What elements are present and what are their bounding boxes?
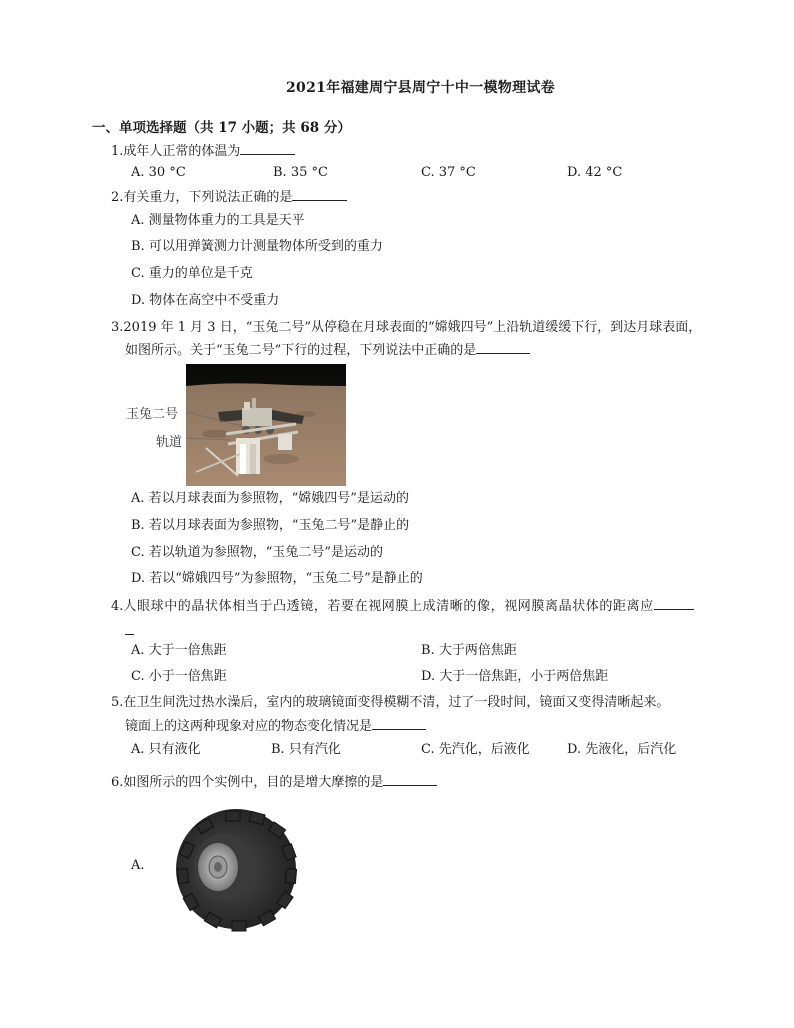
rover-figure (186, 364, 346, 486)
question-2 (111, 188, 347, 208)
question-number: 1. (111, 144, 124, 159)
question-stem: 如图所示的四个实例中，目的是增大摩擦的是 (123, 775, 384, 790)
section-heading: 一、单项选择题（共 17 小题；共 68 分） (92, 120, 351, 136)
question-stem-line1: 2019 年 1 月 3 日，“玉兔二号”从停稳在月球表面的“嫦娥四号”上沿轨道缓缓下行，到达月球表面， (123, 320, 702, 335)
option-b: B. 若以月球表面为参照物，“玉兔二号”是静止的 (131, 518, 410, 533)
option-a: A. 30 °C (131, 165, 186, 180)
tire-image (162, 805, 302, 933)
question-stem: 人眼球中的晶状体相当于凸透镜，若要在视网膜上成清晰的像，视网膜离晶状体的距离应 (123, 599, 654, 614)
option-a: A. 若以月球表面为参照物，“嫦娥四号”是运动的 (131, 491, 409, 506)
tire-figure (162, 805, 302, 933)
question-number: 3. (111, 320, 124, 335)
question-stem-line2: 镜面上的这两种现象对应的物态变化情况是 (125, 719, 373, 734)
question-stem: 有关重力，下列说法正确的是 (123, 190, 293, 205)
option-c: C. 若以轨道为参照物，“玉兔二号”是运动的 (131, 545, 384, 560)
question-3 (111, 318, 701, 338)
answer-blank (240, 142, 295, 155)
option-d: D. 先液化，后汽化 (567, 742, 677, 757)
question-stem: 成年人正常的体温为 (123, 144, 241, 159)
question-1 (111, 142, 295, 162)
option-d: D. 大于一倍焦距，小于两倍焦距 (421, 669, 609, 684)
question-6 (111, 773, 437, 793)
question-stem-line2: 如图所示。关于“玉兔二号”下行的过程，下列说法中正确的是 (125, 343, 477, 358)
question-number: 6. (111, 775, 124, 790)
question-4 (111, 597, 694, 617)
answer-blank (372, 717, 426, 730)
question-stem-line1: 在卫生间洗过热水澡后，室内的玻璃镜面变得模糊不清，过了一段时间，镜面又变得清晰起来。 (123, 695, 670, 710)
question-3-line2 (125, 341, 530, 361)
answer-blank (292, 188, 347, 201)
moon-rover-image (186, 364, 346, 486)
option-a-label: A. (131, 858, 145, 873)
page-title: 2021年福建周宁县周宁十中一模物理试卷 (286, 80, 555, 96)
option-c: C. 先汽化，后液化 (421, 742, 530, 757)
option-c: C. 小于一倍焦距 (131, 669, 227, 684)
option-a: A. 大于一倍焦距 (131, 643, 227, 658)
option-b: B. 可以用弹簧测力计测量物体所受到的重力 (131, 239, 383, 254)
option-a: A. 只有液化 (131, 742, 201, 757)
option-d: D. 物体在高空中不受重力 (131, 293, 280, 308)
option-b: B. 35 °C (273, 165, 328, 180)
option-d: D. 若以“嫦娥四号”为参照物，“玉兔二号”是静止的 (131, 571, 423, 586)
figure-label-rover: 玉兔二号 (126, 407, 179, 422)
figure-label-track: 轨道 (156, 435, 183, 450)
answer-blank (476, 341, 530, 354)
option-b: B. 大于两倍焦距 (421, 643, 517, 658)
option-b: B. 只有汽化 (271, 742, 341, 757)
option-a: A. 测量物体重力的工具是天平 (131, 213, 305, 228)
question-number: 5. (111, 695, 124, 710)
option-d: D. 42 °C (567, 165, 623, 180)
question-5 (111, 693, 669, 713)
answer-blank (383, 773, 437, 786)
question-number: 4. (111, 599, 124, 614)
question-5-line2 (125, 717, 426, 737)
answer-blank (654, 597, 694, 610)
option-c: C. 37 °C (421, 165, 476, 180)
option-c: C. 重力的单位是千克 (131, 266, 253, 281)
answer-blank-continued (125, 620, 134, 635)
question-number: 2. (111, 190, 124, 205)
